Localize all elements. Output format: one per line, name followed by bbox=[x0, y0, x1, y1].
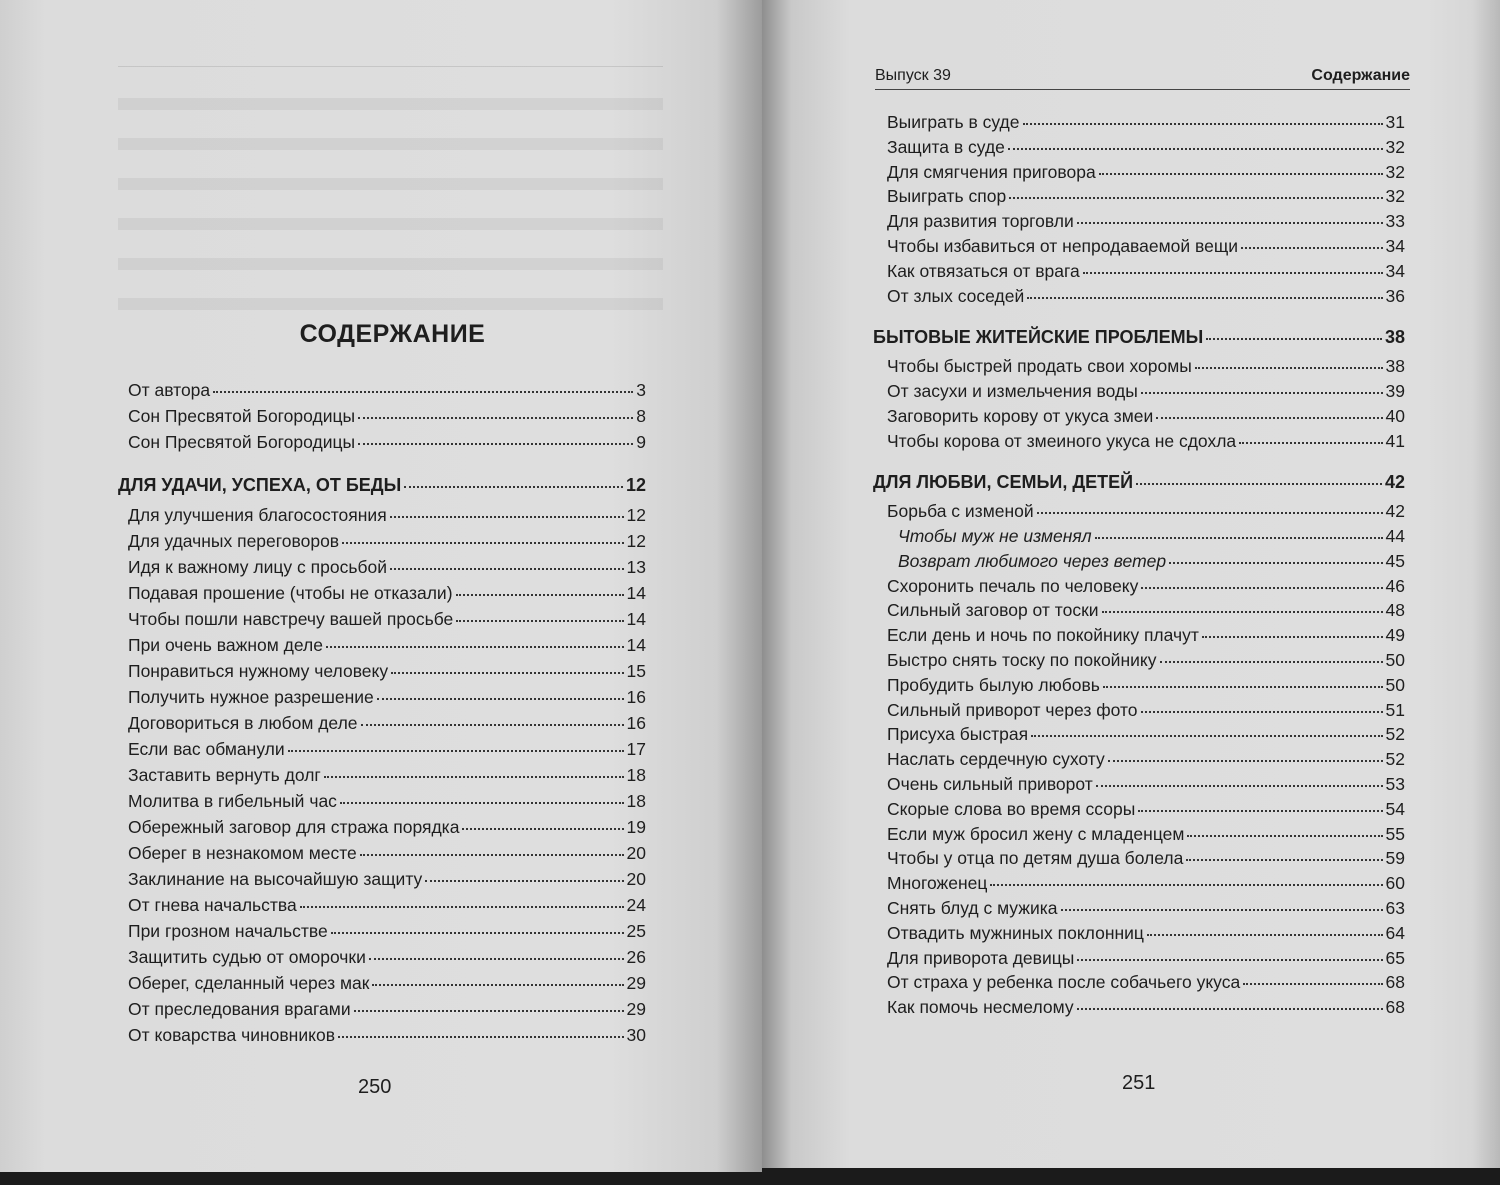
toc-entry bbox=[873, 235, 1405, 263]
dot-leader bbox=[213, 391, 633, 393]
dot-leader bbox=[1147, 934, 1383, 936]
dot-leader bbox=[1160, 661, 1383, 663]
toc-entry-title: Заклинание на высочайшую защиту bbox=[128, 869, 423, 889]
toc-entry-page: 12 bbox=[625, 475, 646, 495]
toc-entry-title: Молитва в гибельный час bbox=[128, 791, 337, 811]
toc-entry-page: 38 bbox=[1384, 327, 1405, 348]
toc-entry bbox=[873, 974, 1405, 999]
dot-leader bbox=[1077, 959, 1382, 961]
toc-entry-title: От злых соседей bbox=[887, 285, 1025, 306]
toc-entry-title: От гнева начальства bbox=[128, 895, 297, 915]
toc-entry bbox=[873, 798, 1405, 826]
toc-entry-title: Идя к важному лицу с просьбой bbox=[128, 557, 387, 577]
toc-entry-title: Если вас обманули bbox=[128, 739, 285, 759]
dot-leader bbox=[342, 542, 623, 544]
toc-entry bbox=[873, 260, 1405, 288]
toc-entry-page: 16 bbox=[626, 687, 646, 707]
dot-leader bbox=[990, 884, 1382, 886]
toc-entry bbox=[873, 503, 1405, 528]
toc-entry-page: 18 bbox=[626, 765, 646, 785]
toc-entry-page: 30 bbox=[626, 1025, 646, 1045]
page-number-right: 251 bbox=[1122, 1072, 1156, 1094]
toc-entry-title: Защитить судью от оморочки bbox=[128, 947, 366, 967]
toc-entry-title: Чтобы у отца по детям душа болела bbox=[887, 848, 1184, 869]
dot-leader bbox=[1195, 367, 1383, 369]
dot-leader bbox=[1141, 587, 1382, 589]
toc-entry bbox=[128, 845, 646, 871]
toc-entry-title: Оберег, сделанный через мак bbox=[128, 973, 370, 993]
toc-entry-title: Скорые слова во время ссоры bbox=[887, 798, 1136, 819]
toc-entry-title: Заставить вернуть долг bbox=[128, 765, 321, 785]
toc-entry-page: 16 bbox=[626, 713, 646, 733]
toc-entry-page: 50 bbox=[1385, 674, 1405, 695]
toc-entry-page: 41 bbox=[1385, 430, 1405, 451]
dot-leader bbox=[360, 854, 624, 856]
dot-leader bbox=[1096, 785, 1383, 787]
bleed-through-text bbox=[118, 70, 663, 320]
dot-leader bbox=[404, 486, 623, 488]
toc-entry-page: 64 bbox=[1385, 922, 1405, 943]
toc-entry-page: 68 bbox=[1385, 997, 1405, 1018]
toc-entry bbox=[873, 602, 1405, 627]
dot-leader bbox=[1243, 983, 1382, 985]
toc-entry-page: 68 bbox=[1385, 972, 1405, 993]
toc-entry bbox=[873, 136, 1405, 164]
dot-leader bbox=[1169, 562, 1382, 564]
toc-entry-title: Борьба с изменой bbox=[887, 501, 1034, 522]
toc-entry bbox=[128, 949, 646, 975]
dot-leader bbox=[338, 1036, 624, 1038]
toc-entry-title: Снять блуд с мужика bbox=[887, 897, 1058, 918]
page-title: СОДЕРЖАНИЕ bbox=[299, 320, 486, 348]
toc-entry-title: Защита в суде bbox=[887, 136, 1005, 157]
dot-leader bbox=[288, 750, 624, 752]
toc-entry bbox=[873, 823, 1405, 851]
toc-entry bbox=[128, 663, 646, 689]
dot-leader bbox=[300, 906, 624, 908]
toc-entry-page: 36 bbox=[1385, 285, 1405, 306]
toc-entry-page: 53 bbox=[1385, 773, 1405, 794]
toc-entry-page: 38 bbox=[1385, 356, 1405, 377]
toc-entry-page: 42 bbox=[1385, 501, 1405, 522]
toc-entry-page: 14 bbox=[626, 583, 646, 603]
toc-entry bbox=[128, 559, 646, 585]
toc-entry-page: 65 bbox=[1385, 947, 1405, 968]
toc-entry-title: Сильный приворот через фото bbox=[887, 699, 1138, 720]
toc-entry bbox=[128, 871, 646, 897]
toc-entry-page: 15 bbox=[626, 661, 646, 681]
toc-entry-title: Чтобы быстрей продать свои хоромы bbox=[887, 356, 1192, 377]
toc-entry-title: Присуха быстрая bbox=[887, 724, 1029, 745]
toc-entry-page: 25 bbox=[626, 921, 646, 941]
toc-entry-page: 39 bbox=[1385, 380, 1405, 401]
toc-entry-title: От страха у ребенка после собачьего укуса bbox=[887, 972, 1241, 993]
toc-entry bbox=[128, 741, 646, 767]
toc-entry bbox=[873, 525, 1405, 553]
toc-entry bbox=[873, 947, 1405, 975]
toc-entry bbox=[873, 161, 1405, 189]
dot-leader bbox=[1141, 711, 1383, 713]
toc-entry-title: Для развития торговли bbox=[887, 211, 1074, 232]
toc-entry-title: Подавая прошение (чтобы не отказали) bbox=[128, 583, 453, 603]
toc-entry-title: Если муж бросил жену с младенцем bbox=[887, 823, 1185, 844]
toc-entry-page: 24 bbox=[626, 895, 646, 915]
dot-leader bbox=[456, 620, 623, 622]
toc-entry-title: Оберег в незнакомом месте bbox=[128, 843, 357, 863]
toc-entry bbox=[873, 773, 1405, 801]
dot-leader bbox=[1102, 611, 1383, 613]
toc-entry-title: При очень важном деле bbox=[128, 635, 323, 655]
bleed-through-rule bbox=[118, 66, 663, 67]
toc-entry bbox=[128, 408, 646, 434]
toc-entry-page: 8 bbox=[636, 406, 646, 426]
toc-entry-title: ДЛЯ ЛЮБВИ, СЕМЬИ, ДЕТЕЙ bbox=[873, 472, 1134, 493]
dot-leader bbox=[391, 672, 623, 674]
toc-entry bbox=[128, 637, 646, 663]
toc-entry-title: Обережный заговор для стража порядка bbox=[128, 817, 460, 837]
toc-entry-title: От засухи и измельчения воды bbox=[887, 380, 1138, 401]
toc-entry-title: Чтобы избавиться от непродаваемой вещи bbox=[887, 235, 1239, 256]
toc-entry bbox=[873, 875, 1405, 900]
toc-entry-page: 32 bbox=[1385, 186, 1405, 207]
toc-entry bbox=[873, 649, 1405, 677]
toc-entry-title: Чтобы корова от змеиного укуса не сдохла bbox=[887, 430, 1237, 451]
toc-entry bbox=[873, 358, 1405, 383]
toc-entry-title: Договориться в любом деле bbox=[128, 713, 358, 733]
dot-leader bbox=[1186, 859, 1382, 861]
dot-leader bbox=[1202, 636, 1383, 638]
toc-list-left bbox=[118, 380, 646, 1053]
toc-entry-title: Очень сильный приворот bbox=[887, 773, 1093, 794]
toc-entry bbox=[128, 923, 646, 949]
toc-entry-title: Быстро снять тоску по покойнику bbox=[887, 649, 1157, 670]
toc-entry-title: Выиграть спор bbox=[887, 186, 1007, 207]
dot-leader bbox=[1095, 537, 1383, 539]
dot-leader bbox=[324, 776, 624, 778]
toc-entry-page: 34 bbox=[1385, 260, 1405, 281]
toc-entry-title: Для смягчения приговора bbox=[887, 161, 1096, 182]
dot-leader bbox=[358, 417, 633, 419]
toc-entry bbox=[873, 850, 1405, 875]
toc-entry bbox=[873, 922, 1405, 950]
toc-entry-title: Выиграть в суде bbox=[887, 112, 1020, 132]
toc-entry-title: Для приворота девицы bbox=[887, 947, 1075, 968]
toc-entry-title: Сильный заговор от тоски bbox=[887, 600, 1099, 621]
toc-entry-page: 18 bbox=[626, 791, 646, 811]
toc-entry bbox=[873, 674, 1405, 702]
toc-entry-title: Как отвязаться от врага bbox=[887, 260, 1080, 281]
toc-entry-page: 12 bbox=[626, 505, 646, 525]
dot-leader bbox=[372, 984, 623, 986]
dot-leader bbox=[1009, 197, 1382, 199]
dot-leader bbox=[354, 1010, 624, 1012]
toc-entry bbox=[873, 575, 1405, 603]
toc-entry-page: 42 bbox=[1384, 472, 1405, 493]
toc-entry bbox=[873, 699, 1405, 727]
toc-entry-title: От коварства чиновников bbox=[128, 1025, 336, 1045]
dot-leader bbox=[326, 646, 624, 648]
dot-leader bbox=[1138, 810, 1382, 812]
toc-list-right bbox=[873, 114, 1405, 1024]
dot-leader bbox=[1031, 735, 1382, 737]
dot-leader bbox=[1008, 148, 1383, 150]
toc-entry-page: 3 bbox=[636, 380, 646, 400]
toc-entry bbox=[873, 380, 1405, 408]
dot-leader bbox=[369, 958, 624, 960]
toc-entry-page: 51 bbox=[1385, 699, 1405, 720]
toc-entry-page: 13 bbox=[626, 557, 646, 577]
toc-entry-title: Многоженец bbox=[887, 873, 988, 894]
dot-leader bbox=[425, 880, 623, 882]
toc-entry bbox=[128, 1027, 646, 1053]
toc-entry bbox=[128, 533, 646, 559]
toc-entry-page: 49 bbox=[1385, 625, 1405, 646]
toc-entry-page: 59 bbox=[1385, 848, 1405, 869]
toc-entry bbox=[873, 405, 1405, 433]
toc-entry-page: 46 bbox=[1385, 575, 1405, 596]
toc-entry bbox=[873, 188, 1405, 213]
dot-leader bbox=[390, 516, 624, 518]
toc-entry-page: 44 bbox=[1385, 525, 1405, 546]
toc-entry-page: 9 bbox=[636, 432, 646, 452]
toc-entry bbox=[873, 213, 1405, 238]
toc-entry-page: 52 bbox=[1385, 749, 1405, 770]
toc-entry-title: ДЛЯ УДАЧИ, УСПЕХА, ОТ БЕДЫ bbox=[118, 475, 402, 495]
toc-entry-title: Отвадить мужниных поклонниц bbox=[887, 922, 1144, 943]
toc-entry-title: Чтобы пошли навстречу вашей просьбе bbox=[128, 609, 454, 629]
dot-leader bbox=[361, 724, 624, 726]
toc-section-heading bbox=[118, 476, 646, 502]
toc-entry bbox=[128, 975, 646, 1001]
toc-entry-page: 34 bbox=[1385, 235, 1405, 256]
dot-leader bbox=[1239, 442, 1382, 444]
toc-entry-page: 14 bbox=[626, 609, 646, 629]
toc-entry-page: 60 bbox=[1385, 873, 1405, 894]
toc-entry bbox=[873, 114, 1405, 139]
toc-entry bbox=[128, 382, 646, 408]
dot-leader bbox=[1099, 173, 1383, 175]
toc-entry-page: 12 bbox=[626, 531, 646, 551]
dot-leader bbox=[1141, 392, 1383, 394]
dot-leader bbox=[1156, 417, 1382, 419]
toc-entry bbox=[128, 611, 646, 637]
toc-entry-title: Пробудить былую любовь bbox=[887, 674, 1100, 695]
toc-entry-page: 29 bbox=[626, 973, 646, 993]
toc-entry-title: Получить нужное разрешение bbox=[128, 687, 374, 707]
toc-section-heading bbox=[873, 328, 1405, 353]
toc-entry bbox=[873, 726, 1405, 751]
toc-entry-title: Понравиться нужному человеку bbox=[128, 661, 389, 681]
dot-leader bbox=[1187, 835, 1382, 837]
toc-entry-title: Как помочь несмелому bbox=[887, 997, 1074, 1018]
dot-leader bbox=[1037, 512, 1383, 514]
toc-entry bbox=[128, 767, 646, 793]
toc-entry bbox=[128, 715, 646, 741]
dot-leader bbox=[390, 568, 624, 570]
dot-leader bbox=[377, 698, 624, 700]
running-head-section: Содержание bbox=[1311, 67, 1410, 84]
toc-entry bbox=[128, 507, 646, 533]
dot-leader bbox=[462, 828, 623, 830]
toc-entry-title: Возврат любимого через ветер bbox=[898, 550, 1167, 571]
toc-entry-page: 50 bbox=[1385, 649, 1405, 670]
toc-entry-page: 32 bbox=[1385, 136, 1405, 157]
toc-entry-page: 14 bbox=[626, 635, 646, 655]
toc-entry-page: 48 bbox=[1385, 600, 1405, 621]
toc-entry-title: Заговорить корову от укуса змеи bbox=[887, 405, 1154, 426]
toc-entry bbox=[128, 1001, 646, 1027]
toc-entry-title: Для улучшения благосостояния bbox=[128, 505, 387, 525]
toc-entry-page: 40 bbox=[1385, 405, 1405, 426]
toc-entry-title: Сон Пресвятой Богородицы bbox=[128, 432, 356, 452]
dot-leader bbox=[1206, 338, 1382, 340]
toc-entry-page: 17 bbox=[626, 739, 646, 759]
toc-entry bbox=[128, 793, 646, 819]
dot-leader bbox=[331, 932, 624, 934]
toc-entry bbox=[873, 999, 1405, 1024]
toc-entry bbox=[873, 550, 1405, 578]
toc-entry-title: От автора bbox=[128, 380, 211, 400]
page-number-left: 250 bbox=[358, 1076, 392, 1098]
toc-entry bbox=[128, 585, 646, 611]
toc-entry bbox=[128, 897, 646, 923]
toc-entry bbox=[873, 627, 1405, 652]
dot-leader bbox=[1077, 1008, 1383, 1010]
running-head-issue: Выпуск 39 bbox=[875, 67, 951, 84]
toc-entry bbox=[873, 897, 1405, 925]
toc-entry-page: 63 bbox=[1385, 897, 1405, 918]
toc-entry-title: Для удачных переговоров bbox=[128, 531, 340, 551]
dot-leader bbox=[1083, 272, 1383, 274]
dot-leader bbox=[1061, 909, 1383, 911]
toc-entry-page: 20 bbox=[626, 843, 646, 863]
toc-entry-page: 52 bbox=[1385, 724, 1405, 745]
dot-leader bbox=[456, 594, 624, 596]
dot-leader bbox=[340, 802, 624, 804]
toc-entry-title: От преследования врагами bbox=[128, 999, 351, 1019]
toc-section-heading bbox=[873, 473, 1405, 498]
toc-entry-title: БЫТОВЫЕ ЖИТЕЙСКИЕ ПРОБЛЕМЫ bbox=[873, 327, 1204, 348]
toc-entry-title: При грозном начальстве bbox=[128, 921, 328, 941]
dot-leader bbox=[1108, 760, 1383, 762]
dot-leader bbox=[1241, 247, 1383, 249]
dot-leader bbox=[1023, 123, 1383, 125]
toc-entry-page: 29 bbox=[626, 999, 646, 1019]
dot-leader bbox=[1077, 222, 1383, 224]
toc-entry-page: 31 bbox=[1385, 112, 1405, 132]
running-head bbox=[875, 67, 1410, 90]
toc-entry-page: 33 bbox=[1385, 211, 1405, 232]
dot-leader bbox=[358, 443, 633, 445]
toc-entry-page: 45 bbox=[1385, 550, 1405, 571]
toc-entry-page: 54 bbox=[1385, 798, 1405, 819]
toc-entry-title: Наслать сердечную сухоту bbox=[887, 749, 1105, 770]
dot-leader bbox=[1027, 297, 1382, 299]
toc-entry bbox=[873, 751, 1405, 776]
toc-entry bbox=[873, 285, 1405, 313]
toc-entry-title: Если день и ночь по покойнику плачут bbox=[887, 625, 1199, 646]
toc-entry-page: 32 bbox=[1385, 161, 1405, 182]
toc-entry-title: Чтобы муж не изменял bbox=[898, 525, 1092, 546]
toc-entry-page: 26 bbox=[626, 947, 646, 967]
toc-entry-title: Сон Пресвятой Богородицы bbox=[128, 406, 356, 426]
toc-entry bbox=[128, 689, 646, 715]
toc-entry bbox=[128, 434, 646, 460]
dot-leader bbox=[1103, 686, 1383, 688]
dot-leader bbox=[1136, 483, 1382, 485]
toc-entry-title: Схоронить печаль по человеку bbox=[887, 575, 1139, 596]
toc-entry bbox=[128, 819, 646, 845]
toc-entry-page: 20 bbox=[626, 869, 646, 889]
toc-entry-page: 55 bbox=[1385, 823, 1405, 844]
toc-entry-page: 19 bbox=[626, 817, 646, 837]
toc-entry bbox=[873, 430, 1405, 458]
